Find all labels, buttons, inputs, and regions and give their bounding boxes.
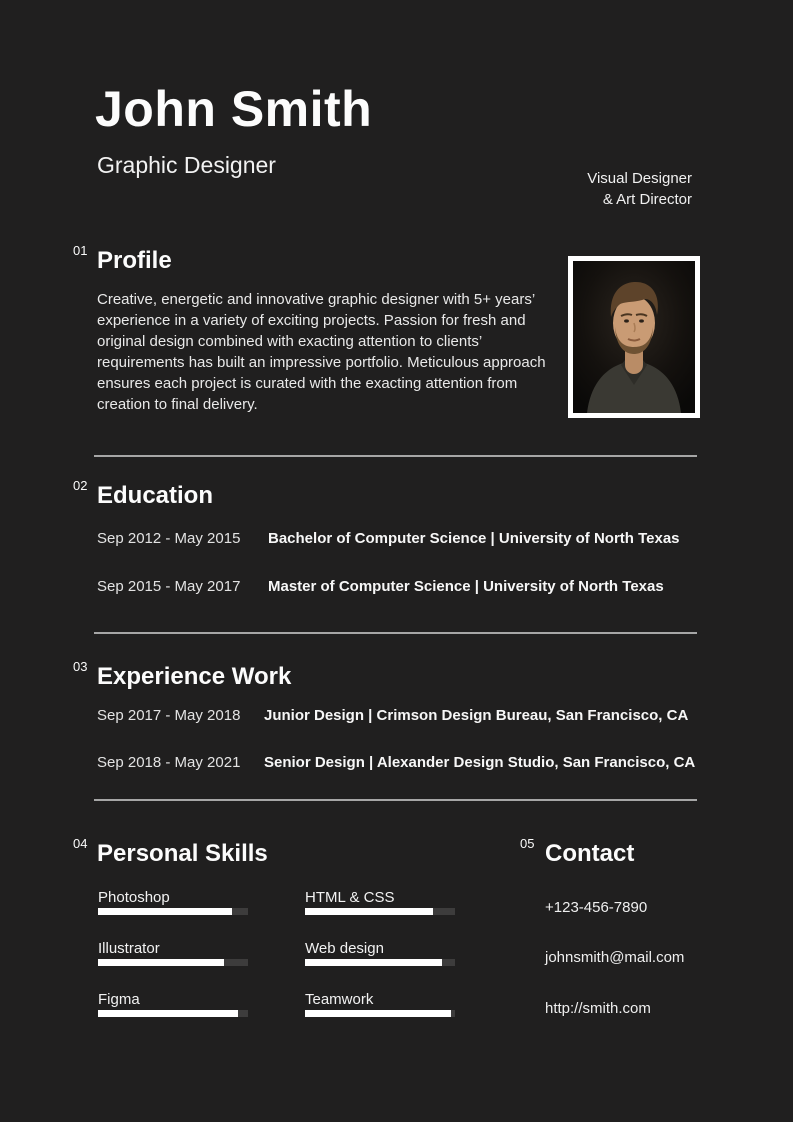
profile-photo	[573, 261, 695, 413]
skill-bar-fill	[305, 959, 442, 966]
skill-bar	[305, 908, 455, 915]
divider-line	[94, 455, 697, 457]
contact-section-number: 05	[520, 836, 535, 851]
skill-label: HTML & CSS	[305, 889, 395, 906]
skill-bar	[98, 959, 248, 966]
skill-bar-fill	[305, 908, 433, 915]
skill-label: Teamwork	[305, 991, 374, 1008]
profile-section-title: Profile	[97, 247, 172, 274]
divider-line	[94, 799, 697, 801]
experience-section-number: 03	[73, 659, 88, 674]
person-job-title: Graphic Designer	[97, 152, 276, 178]
education-row-detail: Bachelor of Computer Science | University of North Texas	[268, 530, 680, 547]
profile-summary: Creative, energetic and innovative graphic designer with 5+ years’ experience in a variety of exciting projects. Passion for fresh and original design combined with exacting attention to clients’ requirements has built an impressive portfolio. Meticulous approach ensures each project is curated with the exacting attention from creation to final delivery.	[97, 291, 546, 413]
skill-bar	[98, 1010, 248, 1017]
skill-bar	[98, 908, 248, 915]
contact-website: http://smith.com	[545, 1000, 651, 1017]
skill-bar	[305, 1010, 455, 1017]
skill-label: Figma	[98, 991, 140, 1008]
tagline-line-1: Visual Designer	[587, 170, 692, 187]
contact-phone: +123-456-7890	[545, 899, 648, 916]
skills-section-number: 04	[73, 836, 88, 851]
experience-row-dates: Sep 2017 - May 2018	[97, 707, 241, 724]
education-section-number: 02	[73, 478, 88, 493]
skill-bar-fill	[305, 1010, 451, 1017]
person-name: John Smith	[95, 81, 373, 137]
experience-row-detail: Senior Design | Alexander Design Studio, San Francisco, CA	[264, 754, 696, 771]
profile-photo-frame	[568, 256, 700, 418]
skills-section-title: Personal Skills	[97, 840, 268, 867]
tagline-line-2: & Art Director	[602, 191, 692, 208]
skill-bar	[305, 959, 455, 966]
divider-line	[94, 632, 697, 634]
education-row-dates: Sep 2015 - May 2017	[97, 578, 241, 595]
skill-bar-fill	[98, 959, 224, 966]
education-section-title: Education	[97, 482, 214, 509]
education-row-dates: Sep 2012 - May 2015	[97, 530, 241, 547]
education-row-detail: Master of Computer Science | University of North Texas	[268, 578, 664, 595]
skill-label: Photoshop	[98, 889, 170, 906]
contact-email: johnsmith@mail.com	[545, 949, 685, 966]
contact-section-title: Contact	[545, 840, 635, 867]
skill-label: Web design	[305, 940, 384, 957]
skill-label: Illustrator	[98, 940, 160, 957]
experience-row-detail: Junior Design | Crimson Design Bureau, San Francisco, CA	[264, 707, 689, 724]
experience-row-dates: Sep 2018 - May 2021	[97, 754, 241, 771]
skill-bar-fill	[98, 1010, 238, 1017]
tagline	[587, 168, 692, 210]
skill-bar-fill	[98, 908, 232, 915]
experience-section-title: Experience Work	[97, 663, 292, 690]
profile-section-number: 01	[73, 243, 88, 258]
